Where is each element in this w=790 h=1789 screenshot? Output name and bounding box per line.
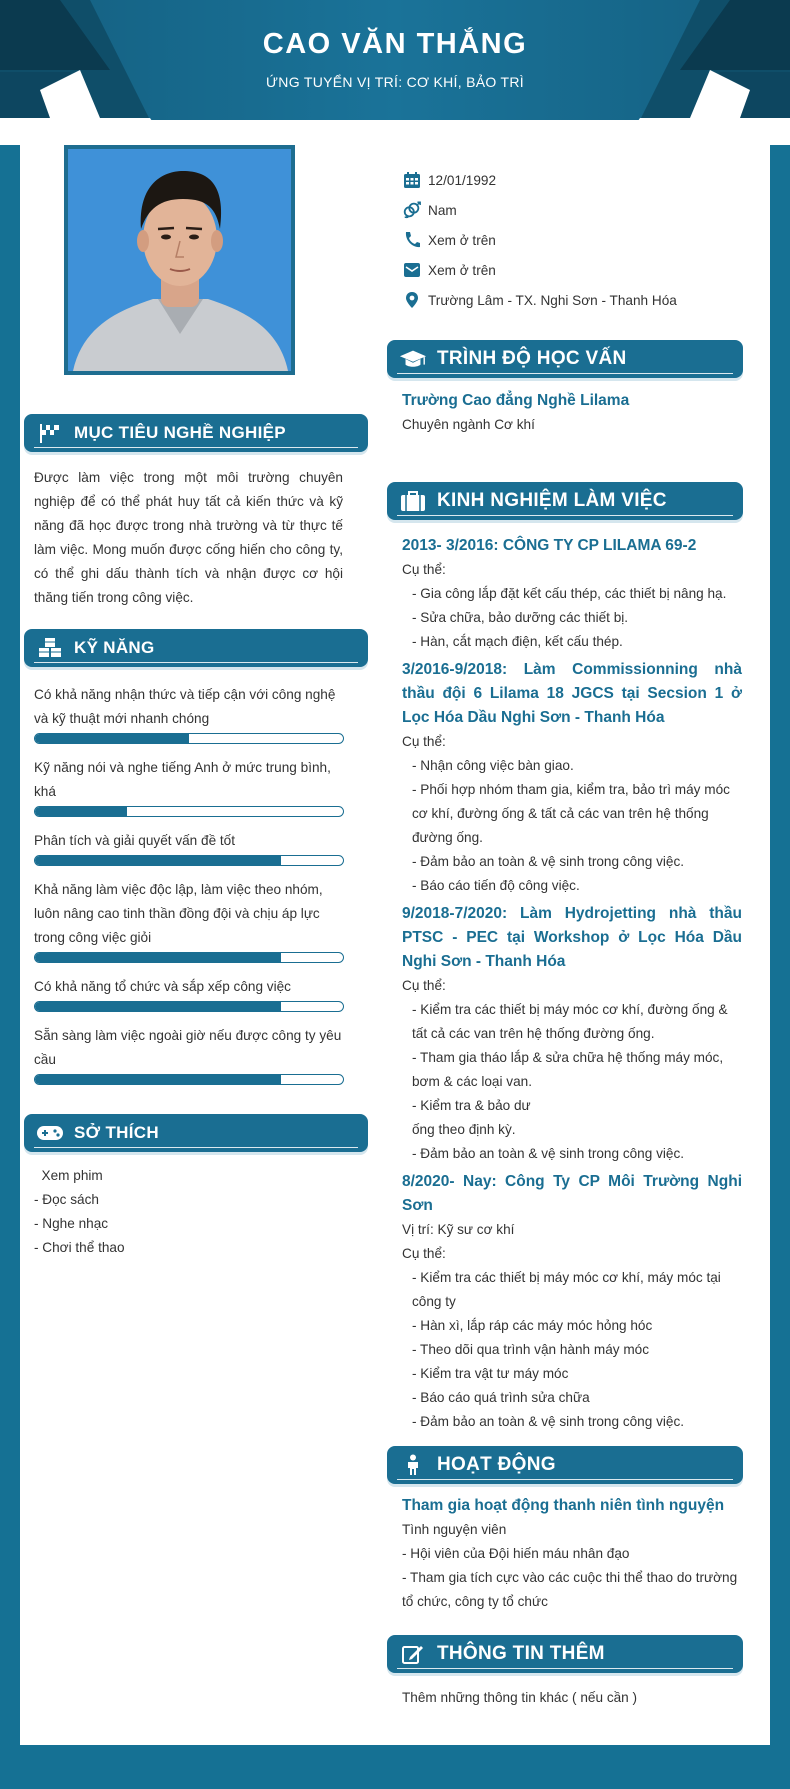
skill-text: Phân tích và giải quyết vấn đề tốt	[34, 833, 236, 848]
hobby-item: - Nghe nhạc	[34, 1216, 109, 1231]
phone-text: Xem ở trên	[428, 232, 496, 248]
experience-content	[402, 530, 742, 1434]
job-task: - Đảm bảo an toàn & vệ sinh trong công việc.	[412, 854, 685, 869]
job-detail-label: Cụ thể:	[402, 978, 446, 993]
objective-title: MỤC TIÊU NGHỀ NGHIỆP	[74, 423, 286, 442]
job-entry	[402, 1170, 742, 1434]
job-task: - Tham gia tháo lắp & sửa chữa hệ thống máy móc, bơm & các loại van.	[412, 1050, 724, 1089]
activities-header	[387, 1446, 743, 1484]
portrait-image	[68, 149, 291, 371]
job-task: - Sửa chữa, bảo dưỡng các thiết bị.	[412, 610, 629, 625]
briefcase-icon	[399, 489, 427, 513]
activity-line: - Tham gia tích cực vào các cuộc thi thể thao do trường tổ chức, công ty tổ chức	[402, 1570, 738, 1609]
skill-bar-fill	[35, 734, 189, 743]
activity-line: - Hội viên của Đội hiến máu nhân đạo	[402, 1546, 630, 1561]
education-content	[402, 389, 742, 437]
activity-name: Tham gia hoạt động thanh niên tình nguyện	[402, 1497, 725, 1514]
school-name: Trường Cao đẳng Nghề Lilama	[402, 392, 630, 409]
edit-icon	[399, 1642, 427, 1666]
job-task: - Kiểm tra các thiết bị máy móc cơ khí, máy móc tại công ty	[412, 1270, 721, 1309]
skill-text: Sẵn sàng làm việc ngoài giờ nếu được công ty yêu cầu	[34, 1028, 342, 1067]
skills-title: KỸ NĂNG	[74, 638, 155, 657]
skill-bar-fill	[35, 856, 281, 865]
job-task: - Kiểm tra vật tư máy móc	[412, 1366, 569, 1381]
activities-content	[402, 1494, 742, 1614]
hobbies-title: SỞ THÍCH	[74, 1123, 159, 1142]
job-task: - Hàn, cắt mạch điện, kết cấu thép.	[412, 634, 623, 649]
job-detail-label: Cụ thể:	[402, 562, 446, 577]
job-task: - Phối hợp nhóm tham gia, kiểm tra, bảo trì máy móc cơ khí, đường ống & tất cả các van trên hệ thống đường ống.	[412, 782, 730, 845]
job-entry	[402, 902, 742, 1166]
cubes-icon	[36, 636, 64, 660]
applied-position: ỨNG TUYỂN VỊ TRÍ: CƠ KHÍ, BẢO TRÌ	[266, 74, 524, 90]
skills-header	[24, 629, 368, 667]
email-icon	[402, 260, 422, 280]
skill-bar	[34, 952, 344, 963]
skill-item	[34, 878, 345, 963]
skill-text: Kỹ năng nói và nghe tiếng Anh ở mức trung bình, khá	[34, 760, 331, 799]
hobbies-list	[34, 1164, 125, 1260]
skill-bar	[34, 1074, 344, 1085]
job-task: ống theo định kỳ.	[412, 1122, 516, 1137]
job-task: - Nhận công việc bàn giao.	[412, 758, 574, 773]
activities-title: HOẠT ĐỘNG	[437, 1454, 556, 1475]
skill-text: Có khả năng tổ chức và sắp xếp công việc	[34, 979, 291, 994]
job-task: - Kiểm tra các thiết bị máy móc cơ khí, đường ống & tất cả các van trên hệ thống đường ống.	[412, 1002, 728, 1041]
skill-text: Có khả năng nhận thức và tiếp cận với công nghệ và kỹ thuật mới nhanh chóng	[34, 687, 336, 726]
contact-address	[402, 285, 677, 315]
job-title: 8/2020- Nay: Công Ty CP Môi Trường Nghi Sơn	[402, 1173, 742, 1214]
skill-bar-fill	[35, 807, 127, 816]
skills-list	[34, 683, 345, 1097]
right-border	[770, 145, 790, 1745]
major-text: Chuyên ngành Cơ khí	[402, 417, 535, 432]
footer-bar	[0, 1745, 790, 1789]
skill-item	[34, 829, 345, 866]
objective-header	[24, 414, 368, 452]
skill-bar	[34, 855, 344, 866]
skill-bar-fill	[35, 953, 281, 962]
contact-info	[402, 165, 677, 315]
education-header	[387, 340, 743, 378]
skill-item	[34, 975, 345, 1012]
hobby-item: - Đọc sách	[34, 1192, 99, 1207]
extra-info-header	[387, 1635, 743, 1673]
skill-bar	[34, 806, 344, 817]
job-task: - Gia công lắp đặt kết cấu thép, các thiết bị nâng hạ.	[412, 586, 727, 601]
person-icon	[399, 1453, 427, 1477]
flag-icon	[36, 421, 64, 445]
objective-text: Được làm việc trong một môi trường chuyên nghiệp để có thể phát huy tất cả kiến thức và kỹ năng đã học được trong nhà trường và từ thực tế làm việc. Mong muốn được cống hiến cho công ty, có thể ghi dấu thành tích và nhận được cơ hội thăng tiến trong công việc.	[34, 470, 343, 605]
activity-line: Tình nguyện viên	[402, 1522, 507, 1537]
skill-item	[34, 756, 345, 817]
left-border	[0, 145, 20, 1745]
calendar-icon	[402, 170, 422, 190]
contact-birthdate	[402, 165, 677, 195]
job-detail-label: Cụ thể:	[402, 734, 446, 749]
experience-header	[387, 482, 743, 520]
job-task: - Báo cáo tiến độ công việc.	[412, 878, 580, 893]
contact-email	[402, 255, 677, 285]
graduation-cap-icon	[399, 347, 427, 371]
contact-gender	[402, 195, 677, 225]
phone-icon	[402, 230, 422, 250]
address-text: Trường Lâm - TX. Nghi Sơn - Thanh Hóa	[428, 292, 677, 308]
job-entry	[402, 534, 742, 654]
extra-info-text: Thêm những thông tin khác ( nếu cần )	[402, 1690, 638, 1705]
extra-info-content	[402, 1686, 742, 1710]
hobbies-header	[24, 1114, 368, 1152]
education-title: TRÌNH ĐỘ HỌC VẤN	[437, 348, 627, 369]
location-icon	[402, 290, 422, 310]
email-text: Xem ở trên	[428, 262, 496, 278]
job-task: - Theo dõi qua trình vận hành máy móc	[412, 1342, 650, 1357]
gamepad-icon	[36, 1121, 64, 1145]
birthdate-text: 12/01/1992	[428, 172, 497, 188]
gender-text: Nam	[428, 202, 457, 218]
profile-photo	[64, 145, 295, 375]
job-entry	[402, 658, 742, 898]
candidate-name: CAO VĂN THẮNG	[262, 28, 528, 60]
skill-bar	[34, 1001, 344, 1012]
job-task: - Hàn xì, lắp ráp các máy móc hỏng hóc	[412, 1318, 653, 1333]
skill-text: Khả năng làm việc độc lập, làm việc theo nhóm, luôn nâng cao tinh thần đồng đội và chịu áp lực trong công việc giỏi	[34, 882, 323, 945]
skill-item	[34, 1024, 345, 1085]
job-position: Vị trí: Kỹ sư cơ khí	[402, 1222, 515, 1237]
job-task: - Báo cáo quá trình sửa chữa	[412, 1390, 590, 1405]
job-detail-label: Cụ thể:	[402, 1246, 446, 1261]
job-title: 2013- 3/2016: CÔNG TY CP LILAMA 69-2	[402, 537, 697, 554]
contact-phone	[402, 225, 677, 255]
skill-item	[34, 683, 345, 744]
experience-title: KINH NGHIỆM LÀM VIỆC	[437, 490, 667, 511]
hobby-item: - Chơi thể thao	[34, 1240, 125, 1255]
job-task: - Đảm bảo an toàn & vệ sinh trong công việc.	[412, 1146, 685, 1161]
job-title: 9/2018-7/2020: Làm Hydrojetting nhà thầu PTSC - PEC tại Workshop ở Lọc Hóa Dầu Nghi Sơn - Thanh Hóa	[402, 905, 742, 970]
job-title: 3/2016-9/2018: Làm Commissionning nhà thầu đội 6 Lilama 18 JGCS tại Secsion 1 ở Lọc Hóa Dầu Nghi Sơn - Thanh Hóa	[402, 661, 742, 726]
job-task: - Kiểm tra & bảo dư	[412, 1098, 690, 1113]
extra-info-title: THÔNG TIN THÊM	[437, 1643, 605, 1664]
hobby-item: Xem phim	[34, 1168, 103, 1183]
job-task: - Đảm bảo an toàn & vệ sinh trong công việc.	[412, 1414, 685, 1429]
skill-bar-fill	[35, 1002, 281, 1011]
skill-bar-fill	[35, 1075, 281, 1084]
gender-icon	[402, 200, 422, 220]
skill-bar	[34, 733, 344, 744]
header-background	[0, 0, 790, 145]
cv-header	[0, 0, 790, 145]
